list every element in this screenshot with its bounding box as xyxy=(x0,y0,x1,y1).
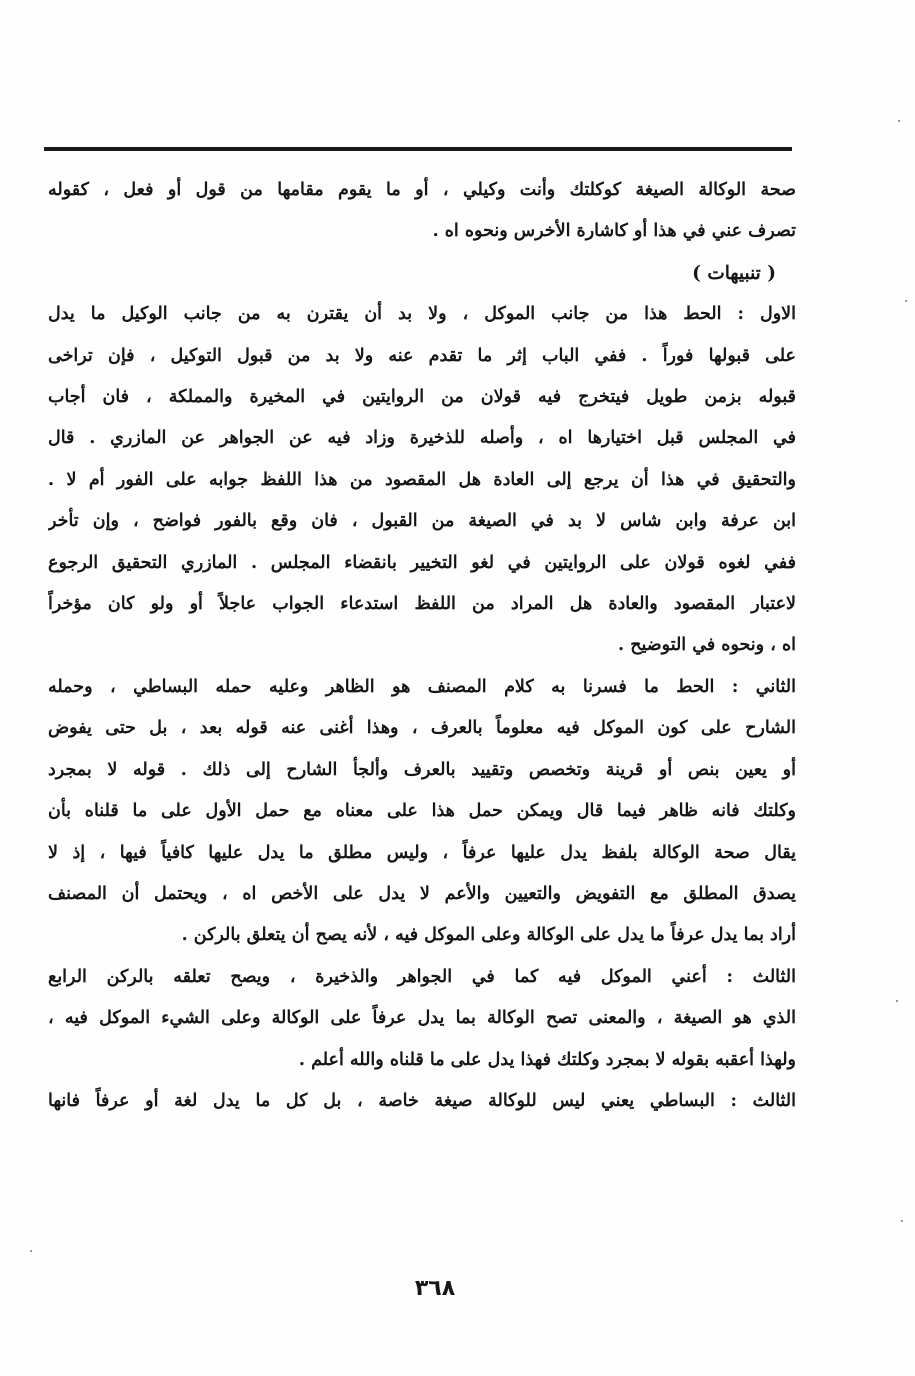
text-line: الثاني : الحط ما فسرنا به كلام المصنف هو الظاهر وعليه حمله البساطي ، وحمله xyxy=(48,676,796,697)
scan-speck xyxy=(901,1220,903,1222)
scan-speck xyxy=(30,1250,32,1252)
text-line: أو يعين بنص أو قرينة وتخصص وتقييد بالعرف وألجأ الشارح إلى ذلك . قوله لا بمجرد xyxy=(48,759,796,780)
text-line: ففي لغوه قولان على الروايتين في لغو التخيير بانقضاء المجلس . المازري التحقيق الرجوع xyxy=(48,552,796,573)
text-line: في المجلس قبل اختيارها اه ، وأصله للذخيرة وزاد فيه عن الجواهر عن المازري . قال xyxy=(48,428,796,449)
text-line: وكلتك فانه ظاهر فيما قال ويمكن حمل هذا على معناه مع حمل الأول على ما قلناه بأن xyxy=(48,801,796,822)
text-line: ولهذا أعقبه بقوله لا بمجرد وكلتك فهذا يدل على ما قلناه والله أعلم . xyxy=(298,1049,796,1070)
body-text xyxy=(48,170,796,1122)
scan-speck xyxy=(898,120,900,122)
text-line: اه ، ونحوه في التوضيح . xyxy=(618,635,796,656)
header-rule xyxy=(44,147,792,151)
text-line: تصرف عني في هذا أو كاشارة الأخرس ونحوه اه . xyxy=(432,221,796,242)
text-line: صحة الوكالة الصيغة كوكلتك وأنت وكيلي ، أو ما يقوم مقامها من قول أو فعل ، كقوله xyxy=(48,180,796,200)
text-line: الثالث : البساطي يعني ليس للوكالة صيغة خاصة ، بل كل ما يدل لغة أو عرفاً فانها xyxy=(48,1090,796,1111)
text-line: قبوله بزمن طويل فيتخرج فيه قولان من الروايتين في المخيرة والمملكة ، فان أجاب xyxy=(48,387,796,408)
text-line: لاعتبار المقصود والعادة هل المراد من اللفظ استدعاء الجواب عاجلاً أو ولو كان مؤخراً xyxy=(48,594,796,615)
text-line: الذي هو الصيغة ، والمعنى تصح الوكالة بما يدل عرفاً على الوكالة وعلى الشيء الموكل فيه ، xyxy=(48,1008,796,1029)
text-line: يصدق المطلق مع التفويض والتعيين والأعم لا يدل على الأخص اه ، ويحتمل أن المصنف xyxy=(48,883,796,904)
text-line: على قبولها فوراً . ففي الباب إثر ما تقدم عنه ولا بد من قبول التوكيل ، فإن تراخى xyxy=(48,345,796,366)
scan-speck xyxy=(905,300,907,302)
text-line: الثالث : أعني الموكل فيه كما في الجواهر والذخيرة ، ويصح تعلقه بالركن الرابع xyxy=(48,966,796,987)
page-number: ٣٦٨ xyxy=(414,1276,456,1301)
text-line: الشارح على كون الموكل فيه معلوماً بالعرف ، وهذا أغنى عنه قوله بعد ، بل حتى يفوض xyxy=(48,718,796,739)
section-heading: ( تنبيهات ) xyxy=(692,262,776,284)
text-line: والتحقيق في هذا أن يرجع إلى العادة هل المقصود من هذا اللفظ جوابه على الفور أم لا . xyxy=(48,469,796,490)
scan-speck xyxy=(896,1000,898,1002)
text-line: يقال صحة الوكالة بلفظ يدل عليها عرفاً ، وليس مطلق ما يدل عليها كافياً فيها ، إذ لا xyxy=(48,842,796,863)
text-line: ابن عرفة وابن شاس لا بد في الصيغة من القبول ، فان وقع بالفور فواضح ، وإن تأخر xyxy=(48,511,796,532)
text-line: الاول : الحط هذا من جانب الموكل ، ولا بد أن يقترن به من جانب الوكيل ما يدل xyxy=(48,304,796,325)
text-line: أراد بما يدل عرفاً ما يدل على الوكالة وعلى الموكل فيه ، لأنه يصح أن يتعلق بالركن . xyxy=(181,925,796,946)
